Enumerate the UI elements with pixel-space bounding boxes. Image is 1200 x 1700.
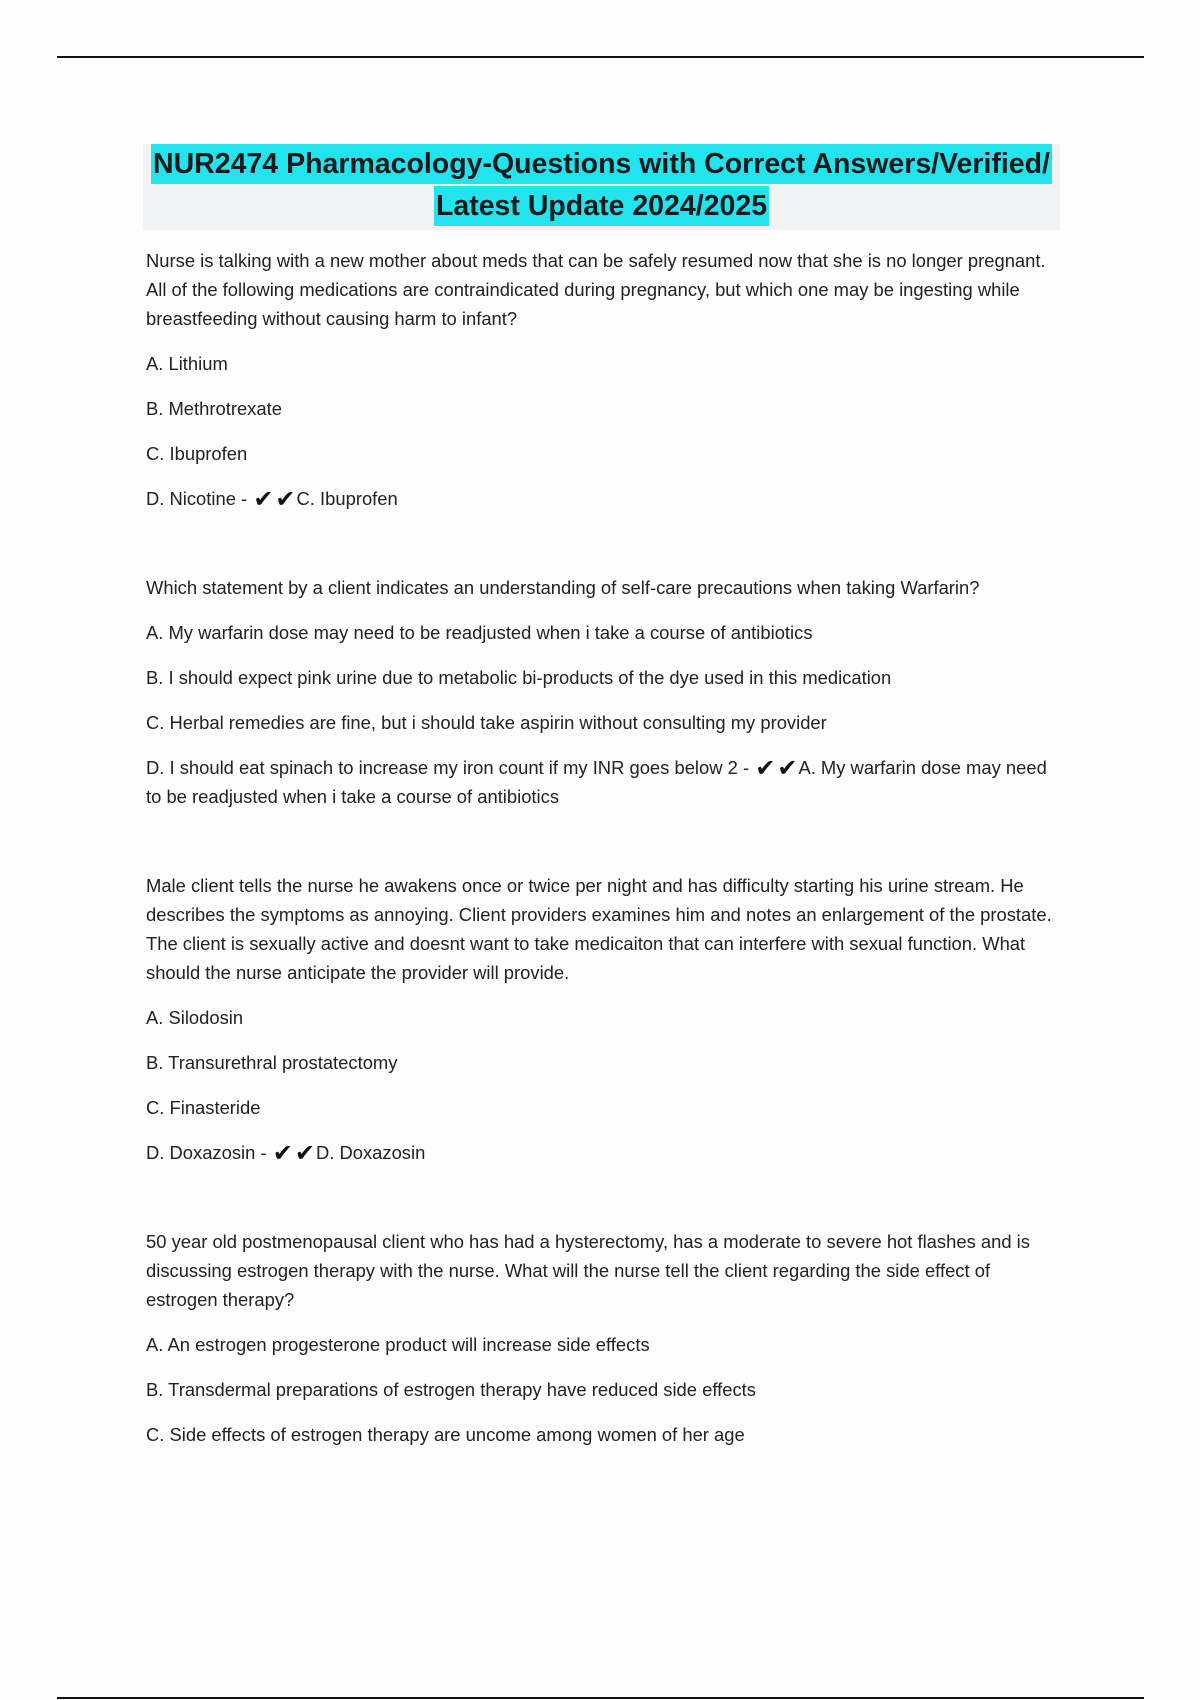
question-list bbox=[146, 246, 1066, 1465]
option-d: D. Doxazosin - bbox=[146, 1142, 267, 1163]
question-block-4 bbox=[146, 1227, 1066, 1449]
option-d-with-answer bbox=[146, 753, 1066, 811]
option-a: A. Lithium bbox=[146, 353, 228, 374]
question-text: Male client tells the nurse he awakens once or twice per night and has difficulty starting his urine stream. He describes the symptoms as annoying. Client providers examines him and notes an enlargement of the prostate. The client is sexually active and doesnt want to take medicaiton that can interfere with sexual function. What should the nurse anticipate the provider will provide. bbox=[146, 875, 1052, 983]
option-b: B. I should expect pink urine due to metabolic bi-products of the dye used in this medication bbox=[146, 667, 892, 688]
check-icon: ✔ bbox=[755, 755, 776, 782]
option-c: C. Herbal remedies are fine, but i should take aspirin without consulting my provider bbox=[146, 712, 827, 733]
check-icon: ✔ bbox=[272, 1140, 293, 1167]
question-text: 50 year old postmenopausal client who has had a hysterectomy, has a moderate to severe hot flashes and is discussing estrogen therapy with the nurse. What will the nurse tell the client regarding the side effect of estrogen therapy? bbox=[146, 1231, 1030, 1310]
check-icon: ✔ bbox=[777, 755, 798, 782]
option-d: D. Nicotine - bbox=[146, 488, 248, 509]
option-d-with-answer bbox=[146, 484, 1066, 513]
question-text: Nurse is talking with a new mother about meds that can be safely resumed now that she is no longer pregnant. All of the following medications are contraindicated during pregnancy, but which one may be ingesting while breastfeeding without causing harm to infant? bbox=[146, 250, 1046, 329]
header-rule bbox=[57, 56, 1144, 58]
option-c: C. Side effects of estrogen therapy are uncome among women of her age bbox=[146, 1424, 745, 1445]
correct-answer: C. Ibuprofen bbox=[296, 488, 398, 509]
document-title-line-2: Latest Update 2024/2025 bbox=[434, 186, 769, 226]
option-c: C. Finasteride bbox=[146, 1097, 261, 1118]
check-icon: ✔ bbox=[275, 486, 296, 513]
document-title-line-1: NUR2474 Pharmacology-Questions with Correct Answers/Verified/ bbox=[151, 144, 1052, 184]
option-a: A. Silodosin bbox=[146, 1007, 244, 1028]
option-d-with-answer bbox=[146, 1138, 1066, 1167]
option-b: B. Transurethral prostatectomy bbox=[146, 1052, 398, 1073]
check-icon: ✔ bbox=[253, 486, 274, 513]
question-block-2 bbox=[146, 573, 1066, 811]
question-block-3 bbox=[146, 871, 1066, 1167]
option-a: A. An estrogen progesterone product will increase side effects bbox=[146, 1334, 650, 1355]
question-block-1 bbox=[146, 246, 1066, 513]
correct-answer: A. My warfarin dose may need to be readjusted when i take a course of antibiotics bbox=[146, 757, 1047, 807]
check-icon: ✔ bbox=[294, 1140, 315, 1167]
document-title-block bbox=[143, 144, 1060, 230]
option-d: D. I should eat spinach to increase my iron count if my INR goes below 2 - bbox=[146, 757, 750, 778]
option-a: A. My warfarin dose may need to be readjusted when i take a course of antibiotics bbox=[146, 622, 813, 643]
question-text: Which statement by a client indicates an understanding of self-care precautions when taking Warfarin? bbox=[146, 577, 980, 598]
option-b: B. Transdermal preparations of estrogen therapy have reduced side effects bbox=[146, 1379, 756, 1400]
option-b: B. Methrotrexate bbox=[146, 398, 282, 419]
footer-rule bbox=[57, 1697, 1144, 1699]
correct-answer: D. Doxazosin bbox=[315, 1142, 426, 1163]
option-c: C. Ibuprofen bbox=[146, 443, 248, 464]
